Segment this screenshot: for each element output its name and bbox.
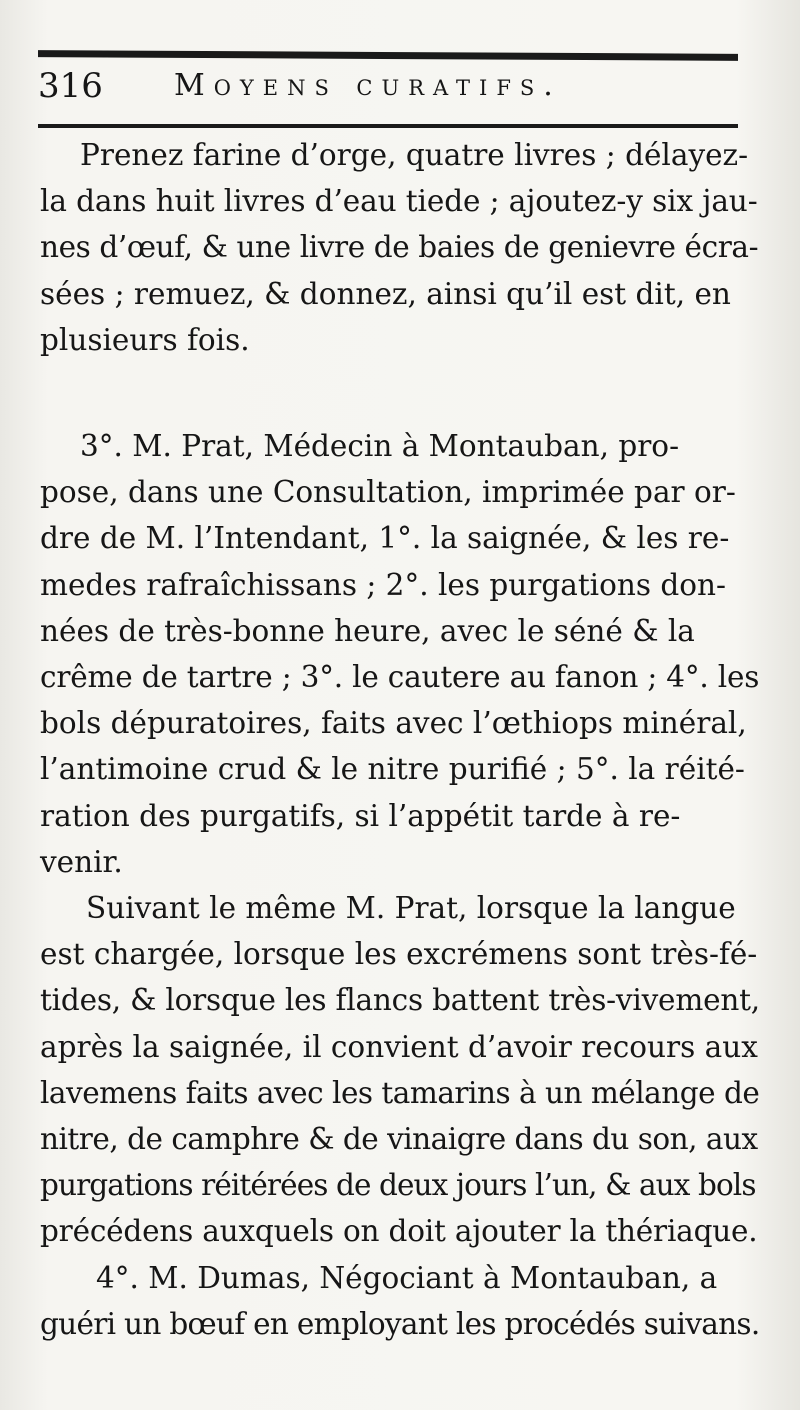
text-line: la dans huit livres d’eau tiede ; ajoutez-y six jau-: [40, 184, 758, 219]
text-line: plusieurs fois.: [40, 322, 250, 357]
header-bottom-rule: [38, 124, 738, 128]
text-line: lavemens faits avec les tamarins à un mélange de: [40, 1075, 760, 1110]
text-line: nitre, de camphre & de vinaigre dans du son, aux: [40, 1122, 758, 1157]
text-line: pose, dans une Consultation, imprimée par or-: [40, 475, 736, 510]
text-line: nées de très-bonne heure, avec le séné & la: [40, 613, 695, 648]
text-line: sées ; remuez, & donnez, ainsi qu’il est dit, en: [40, 276, 731, 311]
text-line: medes rafraîchissans ; 2°. les purgations don-: [40, 567, 726, 602]
text-line: crême de tartre ; 3°. le cautere au fanon ; 4°. les: [40, 660, 760, 695]
text-line: après la saignée, il convient d’avoir recours aux: [40, 1029, 758, 1064]
text-line: ration des purgatifs, si l’appétit tarde à re-: [40, 798, 681, 833]
text-line: purgations réitérées de deux jours l’un, & aux bols: [40, 1168, 756, 1203]
text-line: est chargée, lorsque les excrémens sont très-fé-: [40, 937, 758, 972]
paragraph-1: [40, 132, 760, 363]
text-line: l’antimoine crud & le nitre purifié ; 5°. la réité-: [40, 752, 745, 787]
text-line: Prenez farine d’orge, quatre livres ; délayez-: [80, 138, 749, 172]
paragraph-3: [40, 885, 760, 1255]
text-line: dre de M. l’Intendant, 1°. la saignée, & les re-: [40, 521, 730, 556]
text-line: venir.: [40, 844, 123, 879]
text-line: nes d’œuf, & une livre de baies de genievre écra-: [40, 230, 759, 265]
text-line: précédens auxquels on doit ajouter la thériaque.: [40, 1214, 758, 1249]
running-head: [38, 64, 738, 114]
body-text: [40, 132, 760, 1347]
page-number: 316: [38, 66, 103, 106]
text-line: 3°. M. Prat, Médecin à Montauban, pro-: [80, 429, 680, 464]
paragraph-2: [40, 423, 760, 885]
running-title: Moyens curatifs.: [174, 68, 562, 103]
text-line: guéri un bœuf en employant les procédés suivans.: [40, 1306, 760, 1341]
text-line: bols dépuratoires, faits avec l’œthiops minéral,: [40, 706, 747, 741]
text-line: Suivant le même M. Prat, lorsque la langue: [86, 891, 736, 926]
paragraph-4: [40, 1255, 760, 1347]
text-line: 4°. M. Dumas, Négociant à Montauban, a: [96, 1260, 718, 1295]
header-top-rule: [38, 50, 738, 61]
text-line: tides, & lorsque les flancs battent très-vivement,: [40, 983, 760, 1018]
